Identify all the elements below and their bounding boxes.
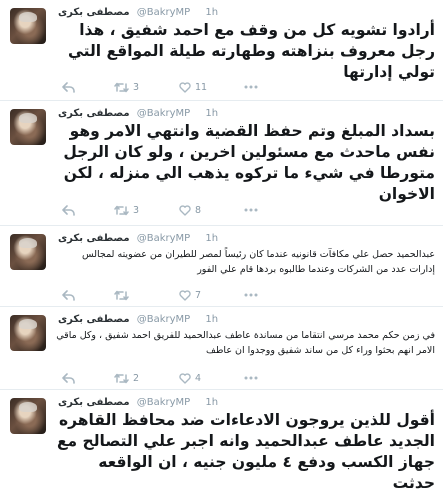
more-dots-icon <box>244 293 258 297</box>
reply-icon <box>62 373 75 384</box>
retweet-count: 3 <box>133 204 140 216</box>
avatar[interactable] <box>10 315 46 351</box>
retweet-button[interactable] <box>114 203 139 217</box>
author-handle[interactable]: @BakryMP <box>136 108 191 119</box>
heart-icon <box>179 205 191 216</box>
more-button[interactable] <box>244 203 258 217</box>
tweet-header <box>58 232 218 246</box>
author-name[interactable]: مصطفى بكرى <box>58 108 130 119</box>
tweet-text: في زمن حكم محمد مرسي انتقاما من مساندة عاطف عبدالحميد للفريق احمد شفيق ، وكل ماقي الامر انهم بحثوا وراء كل من ساند شفيق ووجدوا ان عاطف <box>56 330 435 356</box>
retweet-icon <box>114 82 129 93</box>
avatar[interactable] <box>10 8 46 44</box>
avatar[interactable] <box>10 398 46 434</box>
author-name[interactable]: مصطفى بكرى <box>58 7 130 18</box>
like-count: 8 <box>195 204 202 216</box>
author-handle[interactable]: @BakryMP <box>136 233 191 244</box>
tweet-time[interactable]: 1h <box>205 314 219 325</box>
like-button[interactable] <box>179 203 201 217</box>
tweet-header <box>58 396 218 410</box>
tweet-text: عبدالحميد حصل علي مكافآت قانونيه عندما كان رئيساً لمصر للطيران من عضويته لمجالس إدارات عدد من الشركات وعندما طالبوه بردها قام علي الفور <box>82 249 435 275</box>
like-count: 4 <box>195 372 202 384</box>
reply-icon <box>62 290 75 301</box>
more-dots-icon <box>244 85 258 89</box>
tweet-header <box>58 313 218 327</box>
tweet-time[interactable]: 1h <box>205 233 219 244</box>
like-button[interactable] <box>179 371 201 385</box>
tweet[interactable] <box>0 390 443 496</box>
avatar[interactable] <box>10 109 46 145</box>
reply-button[interactable] <box>62 80 75 94</box>
tweet-header <box>58 6 218 20</box>
reply-button[interactable] <box>62 288 75 302</box>
like-count: 7 <box>195 289 202 301</box>
tweet-text: أقول للذين يروجون الادعاءات ضد محافظ القاهره الجديد عاطف عبدالحميد وانه اجبر علي التصالح مع جهاز الكسب ودفع ٤ مليون جنيه ، ان الواقعه حدثت <box>56 411 435 492</box>
tweet-text: أرادوا تشويه كل من وقف مع احمد شفيق ، هذا رجل معروف بنزاهته وطهارته طيلة المواقع التي تولي إدارتها <box>67 21 435 81</box>
tweet-header <box>58 107 218 121</box>
retweet-count: 2 <box>133 372 140 384</box>
more-button[interactable] <box>244 371 258 385</box>
retweet-icon <box>114 290 129 301</box>
tweet-time[interactable]: 1h <box>205 7 219 18</box>
like-button[interactable] <box>179 80 207 94</box>
reply-icon <box>62 205 75 216</box>
heart-icon <box>179 373 191 384</box>
tweet-time[interactable]: 1h <box>205 397 219 408</box>
avatar[interactable] <box>10 234 46 270</box>
heart-icon <box>179 82 191 93</box>
like-button[interactable] <box>179 288 201 302</box>
author-name[interactable]: مصطفى بكرى <box>58 397 130 408</box>
retweet-icon <box>114 205 129 216</box>
author-handle[interactable]: @BakryMP <box>136 7 191 18</box>
heart-icon <box>179 290 191 301</box>
more-dots-icon <box>244 208 258 212</box>
author-handle[interactable]: @BakryMP <box>136 314 191 325</box>
reply-button[interactable] <box>62 203 75 217</box>
tweet-text: بسداد المبلغ وتم حفظ القضية وانتهي الامر وهو نفس ماحدث مع مسئولين اخرين ، ولو كان الرجل متورطا في شيء ما تركوه يذهب الي منزله ، لكن الاخوان <box>63 122 435 203</box>
tweet[interactable] <box>0 0 443 100</box>
tweet[interactable] <box>0 226 443 306</box>
more-button[interactable] <box>244 288 258 302</box>
retweet-button[interactable] <box>114 288 133 302</box>
tweet-time[interactable]: 1h <box>205 108 219 119</box>
tweet[interactable] <box>0 307 443 389</box>
author-name[interactable]: مصطفى بكرى <box>58 314 130 325</box>
author-name[interactable]: مصطفى بكرى <box>58 233 130 244</box>
author-handle[interactable]: @BakryMP <box>136 397 191 408</box>
retweet-count: 3 <box>133 81 140 93</box>
reply-icon <box>62 82 75 93</box>
more-dots-icon <box>244 376 258 380</box>
more-button[interactable] <box>244 80 258 94</box>
retweet-button[interactable] <box>114 80 139 94</box>
tweet[interactable] <box>0 101 443 225</box>
retweet-button[interactable] <box>114 371 139 385</box>
like-count: 11 <box>195 81 208 93</box>
reply-button[interactable] <box>62 371 75 385</box>
retweet-icon <box>114 373 129 384</box>
